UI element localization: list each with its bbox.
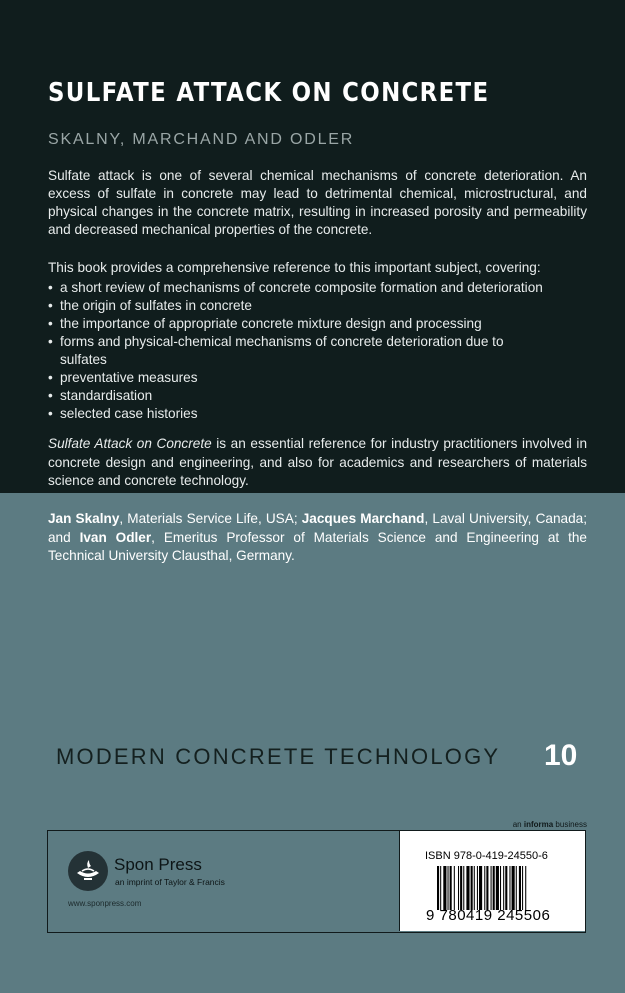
- barcode-panel: [399, 831, 585, 931]
- list-item-text: preventative measures: [60, 370, 198, 385]
- barcode-bar: [477, 866, 478, 910]
- barcode-bar: [509, 866, 510, 910]
- barcode-bar: [519, 866, 521, 910]
- cover-top-panel: [0, 0, 625, 493]
- book-title: SULFATE ATTACK ON CONCRETE: [48, 78, 490, 108]
- author-bio: [48, 510, 587, 566]
- publisher-panel: [48, 831, 399, 931]
- informa-prefix: an: [512, 820, 524, 829]
- barcode-bar: [503, 866, 504, 910]
- barcode-bar: [505, 866, 507, 910]
- barcode-bar: [479, 866, 482, 910]
- barcode-bar: [516, 866, 517, 910]
- barcode-bar: [522, 866, 523, 910]
- closing-paragraph: [48, 435, 587, 491]
- bullet-marker: •: [48, 316, 53, 331]
- barcode-bar: [450, 866, 452, 910]
- barcode-bar: [443, 866, 446, 910]
- lamp-icon: [68, 851, 108, 891]
- list-item-text: forms and physical-chemical mechanisms of concrete deterioration due to sulfates: [60, 334, 504, 367]
- informa-brand: informa: [523, 820, 554, 829]
- barcode-bar: [440, 866, 441, 910]
- informa-suffix: business: [553, 820, 587, 829]
- barcode-bar: [491, 866, 492, 910]
- barcode-bar: [458, 866, 459, 910]
- bullet-marker: •: [48, 370, 53, 385]
- barcode-bar: [525, 866, 526, 910]
- coverage-intro: This book provides a comprehensive reference to this important subject, covering:: [48, 260, 541, 275]
- barcode-bar: [466, 866, 469, 910]
- barcode-bar: [471, 866, 473, 910]
- barcode-bar: [496, 866, 499, 910]
- barcode-bar: [486, 866, 488, 910]
- bullet-marker: •: [48, 388, 53, 403]
- list-item: [48, 279, 587, 297]
- barcode-bar: [500, 866, 501, 910]
- publisher-imprint: an imprint of Taylor & Francis: [115, 877, 225, 887]
- isbn-text: ISBN 978-0-419-24550-6: [425, 850, 548, 862]
- list-item-text: standardisation: [60, 388, 153, 403]
- author-name: Jacques Marchand: [301, 511, 425, 526]
- publisher-box: [47, 830, 586, 933]
- list-item: [48, 315, 587, 333]
- list-item: [48, 387, 587, 405]
- barcode-bar: [484, 866, 485, 910]
- barcode-bar: [512, 866, 515, 910]
- barcode-bar: [448, 866, 449, 910]
- publisher-website: www.sponpress.com: [68, 899, 142, 908]
- barcode-image: [437, 866, 567, 910]
- list-item: [48, 369, 587, 387]
- book-authors: SKALNY, MARCHAND AND ODLER: [48, 131, 355, 148]
- barcode-digits: 9 780419 245506: [426, 907, 551, 924]
- coverage-list: [48, 279, 587, 423]
- barcode-bar: [454, 866, 455, 910]
- list-item: [48, 333, 520, 369]
- barcode-bar: [460, 866, 462, 910]
- list-item-text: the importance of appropriate concrete mixture design and processing: [60, 316, 482, 331]
- author-name: Ivan Odler: [79, 529, 152, 545]
- author-affiliation: , Materials Service Life, USA;: [119, 511, 302, 526]
- list-item-text: selected case histories: [60, 406, 198, 421]
- bullet-marker: •: [48, 334, 53, 349]
- list-item: [48, 405, 587, 423]
- list-item-text: a short review of mechanisms of concrete composite formation and deterioration: [60, 280, 543, 295]
- barcode-bar: [474, 866, 475, 910]
- bullet-marker: •: [48, 298, 53, 313]
- barcode-bar: [437, 866, 439, 910]
- closing-book-title: Sulfate Attack on Concrete: [48, 436, 212, 451]
- closing-text: is an essential reference for industry practitioners involved in concrete design and engineering, and also for academics and researchers of materials science and concrete technology.: [48, 436, 588, 488]
- author-affiliation: , Laval University, Canada; and: [48, 511, 587, 545]
- informa-tagline: [513, 820, 587, 829]
- bullet-marker: •: [48, 280, 53, 295]
- series-name: MODERN CONCRETE TECHNOLOGY: [56, 744, 501, 769]
- series-number: 10: [544, 739, 578, 772]
- barcode-bar: [463, 866, 464, 910]
- publisher-name: Spon Press: [114, 855, 202, 874]
- spon-press-logo-icon: [68, 851, 108, 891]
- bullet-marker: •: [48, 406, 53, 421]
- list-item-text: the origin of sulfates in concrete: [60, 298, 252, 313]
- barcode-bar: [493, 866, 495, 910]
- author-affiliation: , Emeritus Professor of Materials Science and Engineering at the Technical University Clausthal, Germany.: [48, 529, 587, 563]
- list-item: [48, 297, 587, 315]
- book-description: Sulfate attack is one of several chemical mechanisms of concrete deterioration. An excess of sulfate in concrete may lead to detrimental chemical, microstructural, and physical changes in the concrete matrix, resulting in increased porosity and permeability and decreased mechanical properties of the concrete.: [48, 168, 587, 237]
- author-name: Jan Skalny: [48, 511, 120, 526]
